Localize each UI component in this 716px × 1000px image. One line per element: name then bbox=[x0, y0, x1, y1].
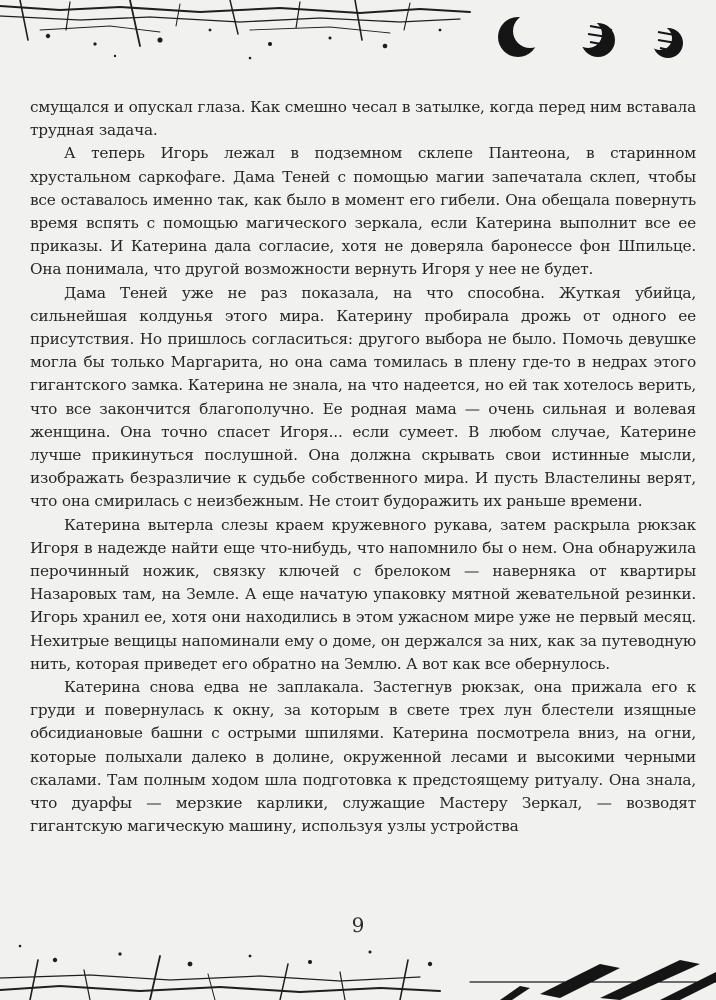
bottom-border-ornament bbox=[0, 920, 716, 1000]
paragraph: Катерина снова едва не заплакала. Застегнув рюкзак, она прижала его к груди и повернулась к окну, за которым в свете трех лун блестели изящные обсидиановые башни с острыми шпилями. Катерина посмотрела вниз, на огни, которые полыхали далеко в долине, окруженной лесами и высокими черными скалами. Там полным ходом шла подготовка к предстоящему ритуалу. Она знала, что дуарфы — мерзкие карлики, служащие Мастеру Зеркал, — возводят гигантскую магическую машину, используя узлы устройства bbox=[30, 678, 696, 836]
crescent-moon-icon bbox=[648, 26, 683, 58]
paragraph: А теперь Игорь лежал в подземном склепе Пантеона, в старинном хрустальном саркофаге. Дама Теней с помощью магии запечатала склеп, чтобы все оставалось именно так, как было в момент его гибели. Она обещала повернуть время вспять с помощью магического зеркала, если Катерина выполнит все ее приказы. И Катерина дала согласие, хотя не доверяла баронессе фон Шпильце. Она понимала, что другой возможности вернуть Игоря у нее не будет. bbox=[30, 144, 696, 279]
paragraph: Дама Теней уже не раз показала, на что способна. Жуткая убийца, сильнейшая колдунья этого мира. Катерину пробирала дрожь от одного ее присутствия. Но пришлось согласиться: другого выбора не было. Помочь девушке могла бы только Маргарита, но она сама томилась в плену где-то в недрах этого гигантского замка. Катерина не знала, на что надеется, но ей так хотелось верить, что все закончится благополучно. Ее родная мама — очень сильная и волевая женщина. Она точно спасет Игоря... если сумеет. В любом случае, Катерине лучше прикинуться послушной. Она должна скрывать свои истинные мысли, изображать безразличие к судьбе собственного мира. И пусть Властелины верят, что она смирилась с неизбежным. Не стоит будоражить их раньше времени. bbox=[30, 283, 696, 511]
top-border-ornament bbox=[0, 0, 716, 80]
crescent-moon-icon bbox=[498, 14, 547, 57]
book-page-text bbox=[30, 96, 696, 839]
page-number: 9 bbox=[351, 913, 365, 937]
crescent-moon-icon bbox=[574, 20, 615, 57]
paragraph: Катерина вытерла слезы краем кружевного рукава, затем раскрыла рюкзак Игоря в надежде найти еще что-нибудь, что напомнило бы о нем. Она обнаружила перочинный ножик, связку ключей с брелоком — наверняка от квартиры Назаровых там, на Земле. А еще начатую упаковку мятной жевательной резинки. Игорь хранил ее, хотя они находились в этом ужасном мире уже не первый месяц. Нехитрые вещицы напоминали ему о доме, он держался за них, как за путеводную нить, которая приведет его обратно на Землю. А вот как все обернулось. bbox=[30, 515, 696, 673]
paragraph: смущался и опускал глаза. Как смешно чесал в затылке, когда перед ним вставала трудная задача. bbox=[30, 98, 696, 140]
